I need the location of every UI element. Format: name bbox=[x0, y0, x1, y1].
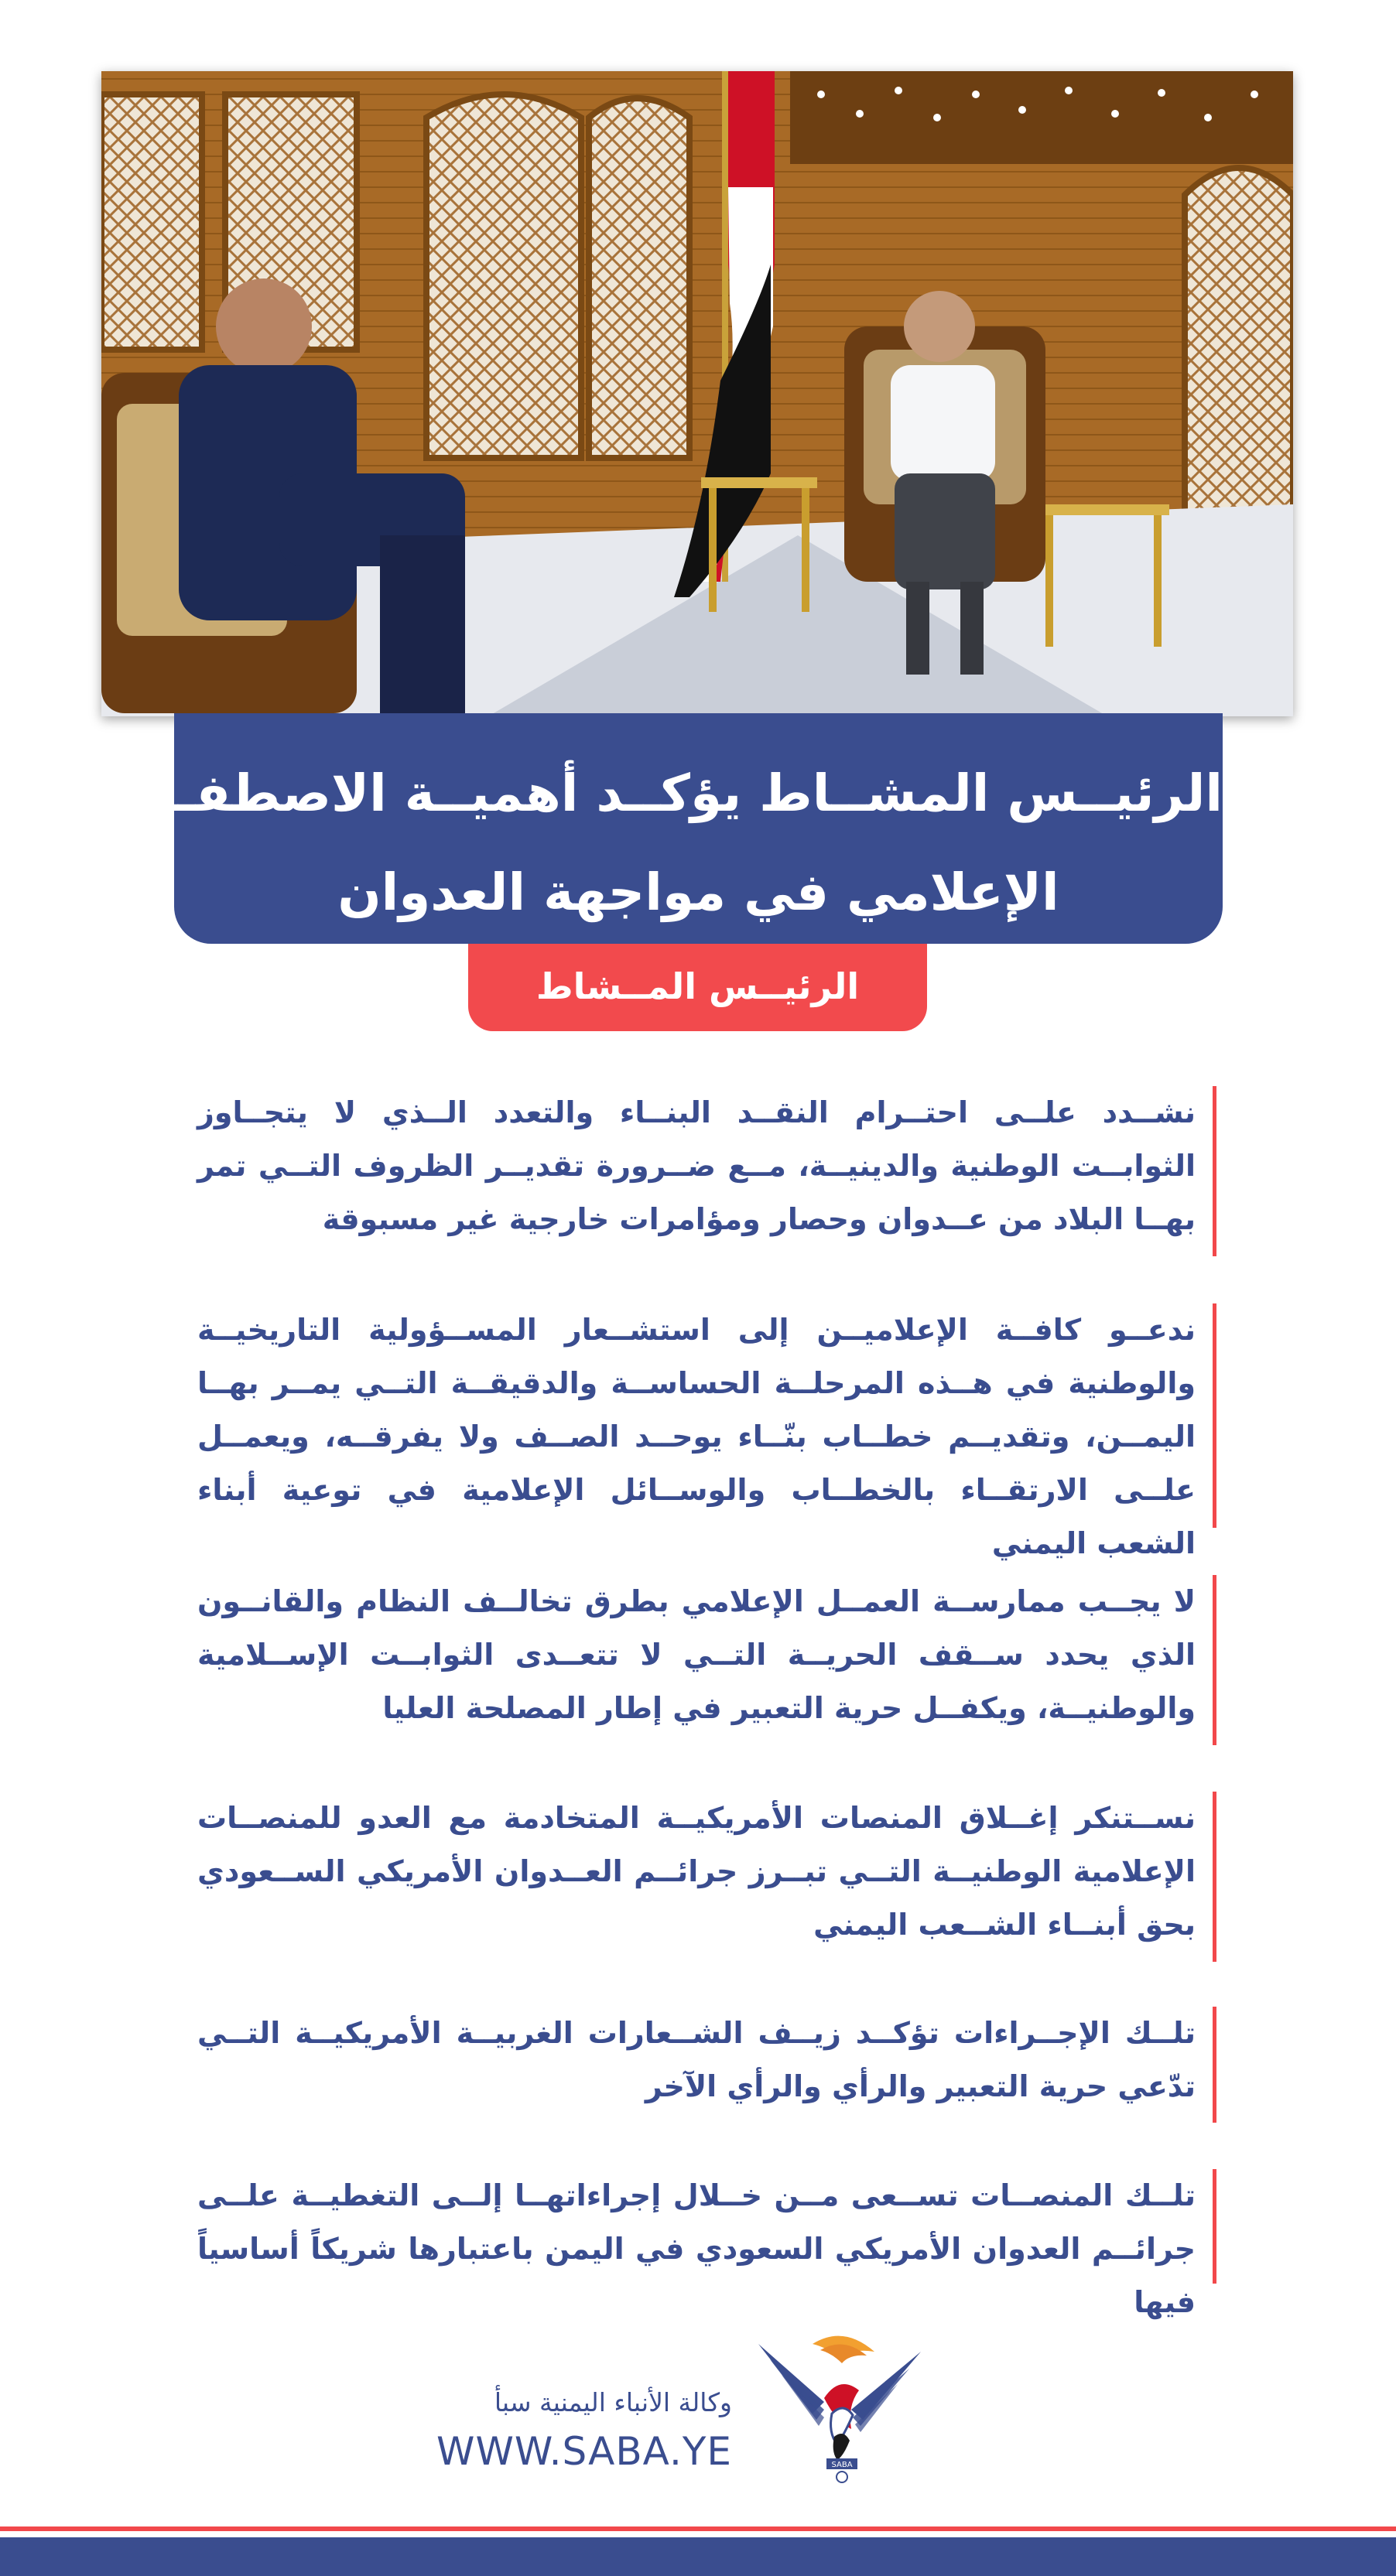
headline-line-1: الرئيــس المشــاط يؤكــد أهميــة الاصطفــاف bbox=[81, 764, 1223, 823]
saba-eagle-logo-icon bbox=[751, 2328, 929, 2483]
footer-blue-band bbox=[0, 2537, 1396, 2576]
footer-red-stripe bbox=[0, 2526, 1396, 2531]
agency-name: وكالة الأنباء اليمنية سبأ bbox=[494, 2387, 732, 2417]
saba-logo-graphic bbox=[751, 2328, 929, 2483]
speaker-badge: الرئيــس المــشاط bbox=[468, 944, 927, 1031]
quote-item: لا يجــب ممارســة العمــل الإعلامي بطرق تخالــف النظام والقانــون الذي يحدد ســقف الحريــة التــي لا تتعــدى الثوابــت الإســلامية والوطنيــة، ويكفــل حرية التعبير في إطار المصلحة العليا bbox=[197, 1575, 1216, 1745]
logo-label: SABA bbox=[831, 2461, 853, 2469]
quote-item: نشــدد علــى احتــرام النقــد البنــاء والتعدد الــذي لا يتجــاوز الثوابــت الوطنية والدينيــة، مــع ضــرورة تقديــر الظروف التــي تمر بهــا البلاد من عــدوان وحصار ومؤامرات خارجية غير مسبوقة bbox=[197, 1086, 1216, 1256]
quote-item: ندعــو كافــة الإعلاميــن إلى استشــعار المســؤولية التاريخيــة والوطنية في هــذه المرحلــة الحساســة والدقيقــة التــي يمــر بهــا اليمــن، وتقديــم خطــاب بنّــاء يوحــد الصــف ولا يفرقــه، ويعمــل علــى الارتقــاء بالخطــاب والوســائل الإعلامية في توعية أبناء الشعب اليمني bbox=[197, 1303, 1216, 1528]
headline-line-2: الإعلامي في مواجهة العدوان bbox=[337, 863, 1059, 922]
headline-banner bbox=[81, 713, 1223, 944]
quote-item: تلــك المنصــات تســعى مــن خــلال إجراءاتهــا إلــى التغطيــة علــى جرائــم العدوان الأمريكي السعودي في اليمن باعتبارها شريكاً أساسياً فيها bbox=[197, 2169, 1216, 2284]
quote-item: تلــك الإجــراءات تؤكــد زيــف الشــعارات الغربيــة الأمريكيــة التــي تدّعي حرية التعبير والرأي والرأي الآخر bbox=[197, 2007, 1216, 2123]
quote-item: نســتنكر إغــلاق المنصات الأمريكيــة المتخادمة مع العدو للمنصــات الإعلامية الوطنيــة التــي تبــرز جرائــم العــدوان الأمريكي الســعودي بحق أبنــاء الشــعب اليمني bbox=[197, 1792, 1216, 1962]
meeting-photo-illustration bbox=[101, 71, 1293, 716]
agency-url[interactable]: WWW.SABA.YE bbox=[436, 2429, 732, 2474]
news-photo bbox=[101, 71, 1293, 716]
